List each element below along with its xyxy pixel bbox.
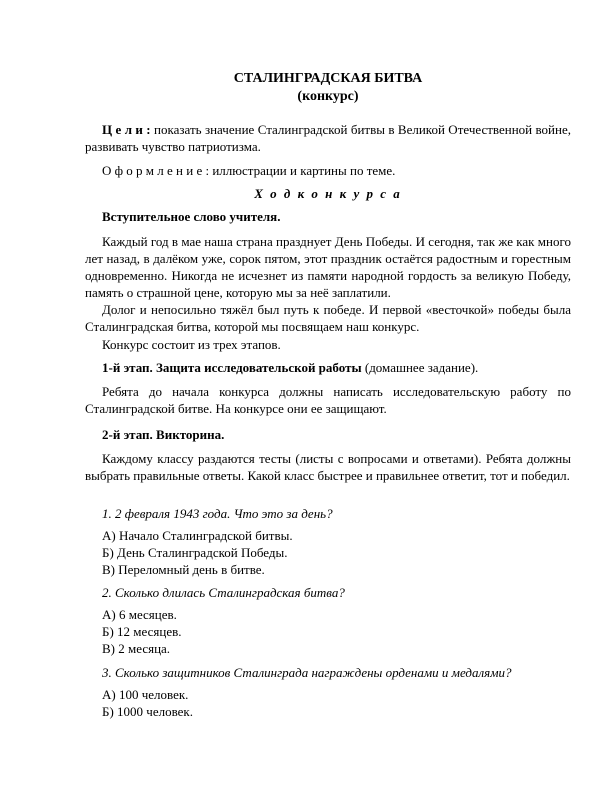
section-heading: Х о д к о н к у р с а xyxy=(254,186,402,201)
stage2-text: Каждому классу раздаются тесты (листы с вопросами и ответами). Ребята должны выбрать правильные ответы. Какой класс быстрее и правильнее ответит, тот и победил. xyxy=(85,451,571,483)
stage1-paragraph xyxy=(85,359,571,376)
question-1-option-a: А) Начало Сталинградской битвы. xyxy=(102,528,293,543)
intro-paragraph-1: Каждый год в мае наша страна празднует День Победы. И сегодня, так же как много лет назад, в далёком уже, сорок пятом, этот праздник остаётся радостным и горестным одновременно. Никогда не исчезнет из памяти народной гордость за великую Победу, память о страшной цене, которую мы за неё заплатили. xyxy=(85,234,571,300)
stage2-heading: 2-й этап. Викторина. xyxy=(102,427,225,442)
goals-label: Ц е л и : xyxy=(102,122,151,137)
question-2-option-b: Б) 12 месяцев. xyxy=(102,624,182,639)
question-3-option-a: А) 100 человек. xyxy=(102,687,189,702)
question-3: 3. Сколько защитников Сталинграда награждены орденами и медалями? xyxy=(102,665,512,680)
design-paragraph xyxy=(85,162,571,179)
question-2-option-a: А) 6 месяцев. xyxy=(102,607,177,622)
document-subtitle: (конкурс) xyxy=(297,89,359,104)
goals-text: показать значение Сталинградской битвы в Великой Отечественной войне, развивать чувство патриотизма. xyxy=(85,122,571,154)
question-1-option-c: В) Переломный день в битве. xyxy=(102,562,265,577)
intro-heading: Вступительное слово учителя. xyxy=(102,209,281,224)
goals-paragraph xyxy=(85,121,571,155)
design-label: О ф о р м л е н и е : xyxy=(102,163,210,178)
stage1-heading: 1-й этап. Защита исследовательской работы xyxy=(102,360,362,375)
question-2-option-c: В) 2 месяца. xyxy=(102,641,171,656)
design-text: иллюстрации и картины по теме. xyxy=(212,163,396,178)
question-3-option-b: Б) 1000 человек. xyxy=(102,704,193,719)
document-title: СТАЛИНГРАДСКАЯ БИТВА xyxy=(233,71,423,86)
question-1: 1. 2 февраля 1943 года. Что это за день? xyxy=(102,506,333,521)
intro-paragraph-3: Конкурс состоит из трех этапов. xyxy=(102,337,281,352)
question-1-option-b: Б) День Сталинградской Победы. xyxy=(102,545,288,560)
intro-paragraph-2: Долог и непосильно тяжёл был путь к победе. И первой «весточкой» победы была Сталинградская битва, которой мы посвящаем наш конкурс. xyxy=(85,302,571,334)
stage1-note: (домашнее задание). xyxy=(364,360,479,375)
stage1-text: Ребята до начала конкурса должны написать исследовательскую работу по Сталинградской битве. На конкурсе они ее защищают. xyxy=(85,384,571,416)
question-2: 2. Сколько длилась Сталинградская битва? xyxy=(102,585,345,600)
